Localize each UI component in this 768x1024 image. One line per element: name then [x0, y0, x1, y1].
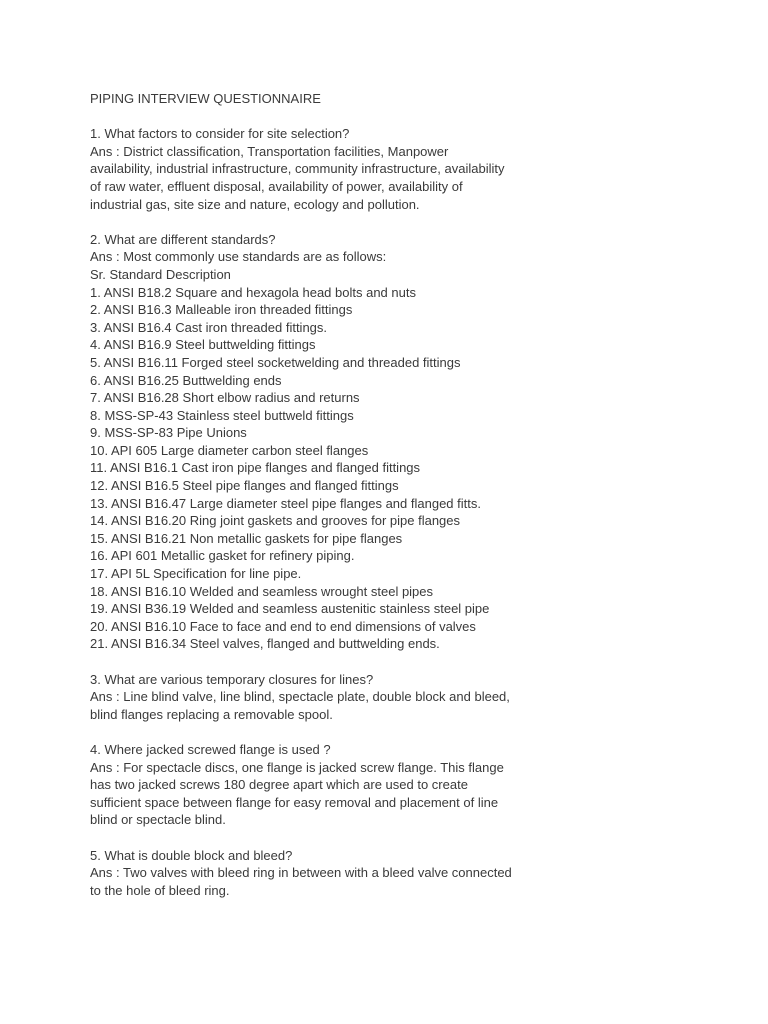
standard-item: 5. ANSI B16.11 Forged steel socketwelding and threaded fittings [90, 354, 461, 370]
standard-item: 1. ANSI B18.2 Square and hexagola head bolts and nuts [90, 284, 416, 300]
answer-line: to the hole of bleed ring. [90, 882, 230, 898]
question-text: 1. What factors to consider for site selection? [90, 126, 350, 142]
answer-line: blind flanges replacing a removable spool. [90, 706, 333, 722]
spacer [90, 829, 730, 847]
spacer [90, 213, 730, 231]
answer-line: Ans : District classification, Transportation facilities, Manpower [90, 143, 449, 159]
standard-item: 14. ANSI B16.20 Ring joint gaskets and grooves for pipe flanges [90, 513, 461, 529]
standard-item: 18. ANSI B16.10 Welded and seamless wrought steel pipes [90, 583, 434, 599]
standard-item: 17. API 5L Specification for line pipe. [90, 566, 302, 582]
standard-item: 8. MSS-SP-43 Stainless steel buttweld fittings [90, 407, 354, 423]
standard-item: 7. ANSI B16.28 Short elbow radius and returns [90, 390, 360, 406]
standard-item: 4. ANSI B16.9 Steel buttwelding fittings [90, 337, 316, 353]
question-text: 2. What are different standards? [90, 231, 276, 247]
question-text: 3. What are various temporary closures for lines? [90, 671, 374, 687]
question-text: 4. Where jacked screwed flange is used ? [90, 741, 331, 757]
standard-item: 11. ANSI B16.1 Cast iron pipe flanges and flanged fittings [90, 460, 421, 476]
standard-item: 9. MSS-SP-83 Pipe Unions [90, 425, 247, 441]
answer-line: has two jacked screws 180 degree apart which are used to create [90, 777, 468, 793]
standard-item: 6. ANSI B16.25 Buttwelding ends [90, 372, 282, 388]
spacer [90, 653, 730, 671]
question-text: 5. What is double block and bleed? [90, 847, 293, 863]
spacer [90, 108, 730, 126]
answer-line: industrial gas, site size and nature, ecology and pollution. [90, 196, 420, 212]
standards-list [90, 284, 730, 653]
standard-item: 13. ANSI B16.47 Large diameter steel pipe flanges and flanged fitts. [90, 495, 481, 511]
standard-item: 15. ANSI B16.21 Non metallic gaskets for pipe flanges [90, 530, 403, 546]
answer-line: of raw water, effluent disposal, availability of power, availability of [90, 178, 463, 194]
standard-item: 21. ANSI B16.34 Steel valves, flanged and buttwelding ends. [90, 636, 440, 652]
question-block-3 [90, 671, 730, 724]
question-block-4 [90, 741, 730, 829]
answer-line: Ans : Line blind valve, line blind, spectacle plate, double block and bleed, [90, 689, 510, 705]
standard-item: 10. API 605 Large diameter carbon steel flanges [90, 442, 369, 458]
answer-line: Ans : Two valves with bleed ring in between with a bleed valve connected [90, 865, 512, 881]
answer-line: availability, industrial infrastructure, community infrastructure, availability [90, 161, 505, 177]
standard-item: 2. ANSI B16.3 Malleable iron threaded fittings [90, 302, 353, 318]
answer-line: Ans : For spectacle discs, one flange is jacked screw flange. This flange [90, 759, 504, 775]
question-block-1 [90, 125, 730, 213]
answer-line: sufficient space between flange for easy removal and placement of line [90, 794, 499, 810]
document-page [90, 90, 730, 899]
document-title: PIPING INTERVIEW QUESTIONNAIRE [90, 91, 321, 106]
question-block-5 [90, 847, 730, 900]
standard-item: 3. ANSI B16.4 Cast iron threaded fittings. [90, 319, 328, 335]
standard-item: 12. ANSI B16.5 Steel pipe flanges and flanged fittings [90, 478, 399, 494]
answer-line: blind or spectacle blind. [90, 812, 226, 828]
answer-intro: Ans : Most commonly use standards are as follows: [90, 249, 387, 265]
standards-header: Sr. Standard Description [90, 266, 231, 282]
question-block-2 [90, 231, 730, 653]
standard-item: 16. API 601 Metallic gasket for refinery piping. [90, 548, 355, 564]
spacer [90, 723, 730, 741]
standard-item: 20. ANSI B16.10 Face to face and end to end dimensions of valves [90, 618, 476, 634]
standard-item: 19. ANSI B36.19 Welded and seamless austenitic stainless steel pipe [90, 601, 490, 617]
